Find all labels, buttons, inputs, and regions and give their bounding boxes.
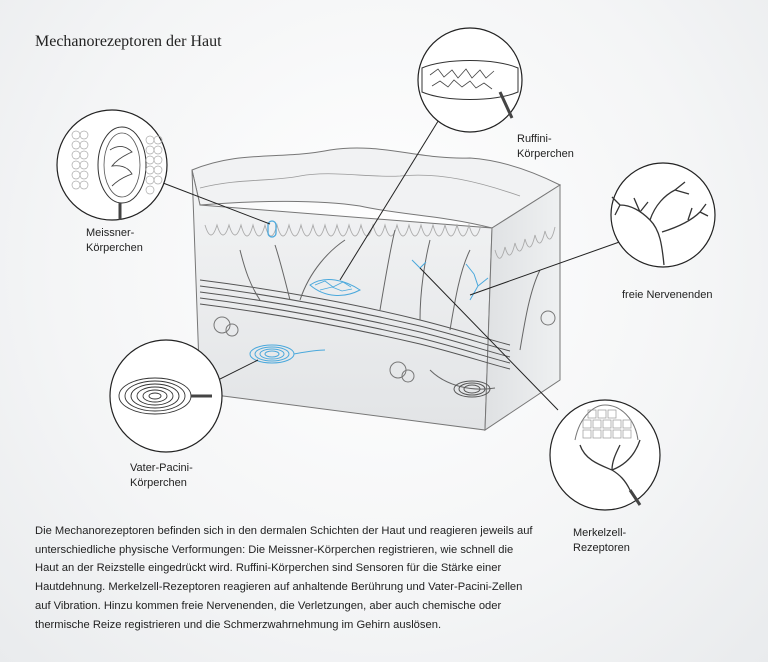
description-text: Die Mechanorezeptoren befinden sich in den dermalen Schichten der Haut und reagieren jeweils auf unterschiedliche physische Verformungen: Die Meissner-Körperchen registrieren, wie schnell die Haut an der Reizstelle eingedrückt wird. Ruffini-Körperchen sind Sensoren für die Stärke einer Hautdehnung. Merkelzell-Rezeptoren reagieren auf anhaltende Berührung und Vater-Pacini-Zellen auf Vibration. Hinzu kommen freie Nervenenden, die Verletzungen, aber auch chemische oder thermische Reize registrieren und die Schmerzwahrnehmung im Gehirn auslösen. <box>35 525 533 631</box>
free-nerve-endings-illustration <box>611 163 715 267</box>
skin-block <box>192 148 560 430</box>
ruffini-corpuscle-illustration <box>418 28 522 132</box>
label-vater-pacini: Vater-Pacini- Körperchen <box>130 462 193 489</box>
label-meissner: Meissner- Körperchen <box>86 227 143 254</box>
meissner-corpuscle-illustration <box>57 110 167 220</box>
label-ruffini: Ruffini- Körperchen <box>517 133 574 160</box>
merkel-cell-illustration <box>550 400 660 510</box>
label-free-nerve-endings: freie Nervenenden <box>622 289 713 301</box>
page-title: Mechanorezeptoren der Haut <box>35 33 222 50</box>
label-merkelzell: Merkelzell- Rezeptoren <box>573 527 630 554</box>
vater-pacini-corpuscle-illustration <box>110 340 222 452</box>
